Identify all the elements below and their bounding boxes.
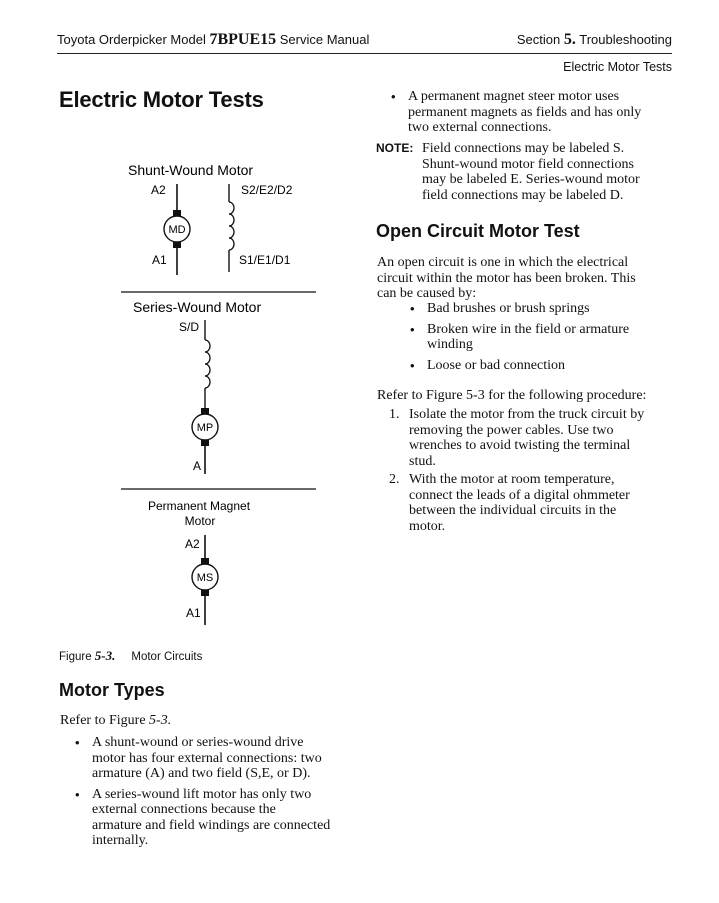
header-model-prefix: Toyota Orderpicker Model — [57, 32, 210, 47]
list-item — [427, 322, 687, 353]
figure-caption-number: 5-3. — [94, 648, 116, 663]
page-title: Electric Motor Tests — [59, 87, 264, 112]
pm-a1-label: A1 — [186, 606, 201, 620]
list-item — [389, 472, 684, 534]
list-item — [92, 787, 362, 849]
motor-types-bullet-2-line-1: • A series-wound lift motor has only two — [92, 786, 312, 802]
pm-heading-line1: Permanent Magnet — [147, 499, 251, 513]
cause-3-line-1: • Loose or bad connection — [427, 357, 566, 373]
pm-a2-label: A2 — [185, 537, 200, 551]
cause-2-line-1: • Broken wire in the field or armature — [427, 321, 630, 337]
pm-brush-top — [201, 558, 209, 564]
motor-types-bullet-1-line-2: motor has four external connections: two — [92, 750, 322, 766]
note-line-3: may be labeled E. Series-wound motor — [422, 172, 640, 187]
note-line-2: Shunt-wound motor field connections — [422, 156, 634, 172]
series-a-label: A — [193, 459, 202, 473]
motor-types-figure-ref: 5-3. — [149, 713, 172, 728]
procedure-intro: Refer to Figure 5-3 for the following procedure: — [377, 388, 647, 403]
motor-types-intro-prefix: Refer to Figure — [60, 713, 150, 728]
shunt-heading: Shunt-Wound Motor — [128, 162, 254, 178]
pm-heading-line2: Motor — [184, 514, 216, 528]
step-2-line-1: With the motor at room temperature, — [409, 472, 615, 487]
open-circuit-intro-line-3: can be caused by: — [377, 286, 477, 301]
list-item — [427, 301, 687, 317]
open-circuit-intro — [377, 255, 677, 302]
procedure-steps — [389, 407, 684, 537]
shunt-field-top-label: S2/E2/D2 — [241, 183, 293, 197]
step-2-number: 2. — [389, 472, 400, 487]
step-1-line-4: stud. — [409, 453, 436, 469]
list-item — [92, 735, 362, 782]
header-model-suffix: Service Manual — [276, 32, 370, 47]
series-motor-label: MP — [196, 422, 214, 434]
step-1-line-3: wrenches to avoid twisting the terminal — [409, 438, 631, 453]
step-1-line-1: Isolate the motor from the truck circuit by — [409, 407, 645, 422]
subsection-label: Electric Motor Tests — [563, 60, 672, 74]
motor-types-bullet-2-line-2: external connections because the — [92, 802, 276, 817]
figure-caption-prefix: Figure — [59, 651, 95, 663]
header-section-title: Troubleshooting — [575, 32, 672, 47]
motor-types-bullet-1-line-1: • A shunt-wound or series-wound drive — [92, 735, 304, 750]
motor-types-bullet-2-line-4: internally. — [92, 833, 149, 848]
shunt-field-coil — [229, 202, 234, 250]
shunt-motor-label: MD — [168, 224, 186, 236]
figure-caption-text: Motor Circuits — [131, 651, 203, 663]
header-section-number: 5. — [563, 31, 576, 48]
note-line-1: Field connections may be labeled S. — [422, 141, 625, 156]
open-circuit-intro-line-1: An open circuit is one in which the electrical — [377, 255, 629, 270]
cause-1-line-1: • Bad brushes or brush springs — [427, 301, 590, 316]
motor-types-list — [92, 735, 362, 854]
series-field-coil — [205, 340, 210, 388]
note-text — [422, 141, 682, 203]
pm-bullet-line-1: • A permanent magnet steer motor uses — [408, 89, 620, 104]
list-item — [427, 358, 687, 374]
step-1-line-2: removing the power cables. Use two — [409, 422, 614, 438]
motor-types-bullet-2-line-3: armature and field windings are connected — [92, 817, 331, 833]
list-item — [389, 407, 684, 469]
open-circuit-intro-line-2: circuit within the motor has been broken. This — [377, 270, 636, 286]
cause-2-line-2: winding — [427, 337, 473, 352]
shunt-field-bottom-label: S1/E1/D1 — [239, 253, 291, 267]
note-line-4: field connections may be labeled D. — [422, 187, 624, 203]
open-circuit-heading: Open Circuit Motor Test — [376, 221, 580, 241]
motor-types-bullet-1-line-3: armature (A) and two field (S,E, or D). — [92, 766, 311, 781]
series-heading: Series-Wound Motor — [133, 299, 262, 315]
list-item — [408, 89, 688, 136]
step-1-number: 1. — [389, 407, 400, 422]
open-circuit-causes-list — [427, 301, 687, 378]
series-sd-label: S/D — [179, 320, 200, 334]
pm-bullet-line-2: permanent magnets as fields and has only — [408, 104, 642, 120]
pm-motor-label: MS — [196, 572, 214, 584]
note-label: NOTE: — [376, 141, 414, 155]
pm-motor-bullet-list — [408, 89, 688, 141]
figure-caption — [59, 648, 202, 664]
header-section-prefix: Section — [516, 32, 564, 47]
pm-bullet-line-3: two external connections. — [408, 120, 552, 135]
shunt-a2-label: A2 — [151, 183, 166, 197]
step-2-line-2: connect the leads of a digital ohmmeter — [409, 487, 630, 503]
series-brush-top — [201, 408, 209, 414]
motor-types-heading: Motor Types — [59, 680, 165, 700]
motor-types-intro — [60, 713, 171, 729]
shunt-brush-top — [173, 210, 181, 216]
step-2-line-4: motor. — [409, 518, 446, 534]
shunt-a1-label: A1 — [152, 253, 167, 267]
header-model-number: 7BPUE15 — [209, 31, 277, 48]
step-2-line-3: between the individual circuits in the — [409, 503, 617, 518]
